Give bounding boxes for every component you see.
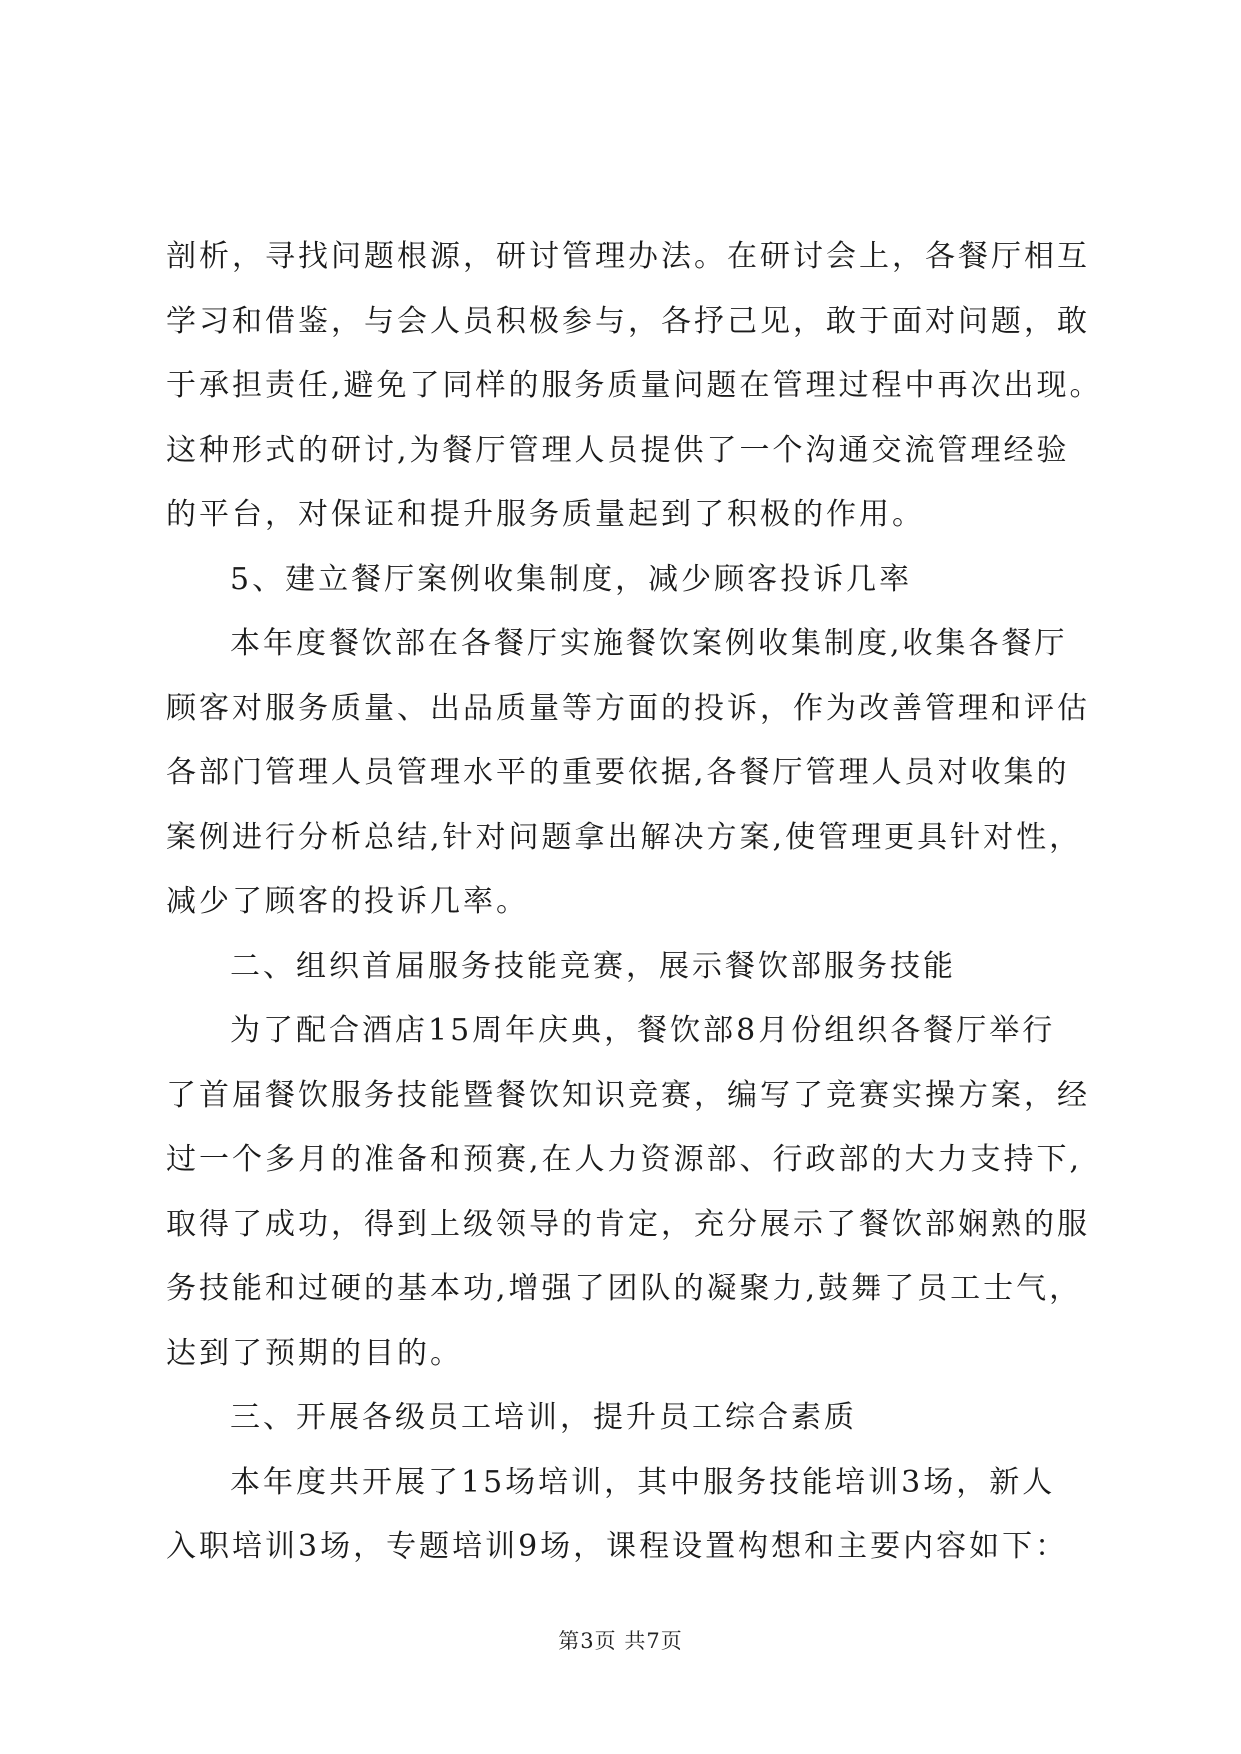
text-line: 务技能和过硬的基本功,增强了团队的凝聚力,鼓舞了员工士气， [166,1271,1083,1306]
text-line: 取得了成功，得到上级领导的肯定，充分展示了餐饮部娴熟的服 [166,1206,1090,1242]
text-line: 剖析，寻找问题根源，研讨管理办法。在研讨会上，各餐厅相互 [166,239,1090,274]
text-line: 达到了预期的目的。 [166,1335,463,1371]
text-line: 各部门管理人员管理水平的重要依据,各餐厅管理人员对收集的 [166,755,1070,790]
page-number-footer: 第3页 共7页 [558,1629,683,1653]
text-line: 了首届餐饮服务技能暨餐饮知识竞赛，编写了竞赛实操方案，经 [166,1077,1090,1113]
text-line: 案例进行分析总结,针对问题拿出解决方案,使管理更具针对性， [166,819,1083,855]
text-line: 过一个多月的准备和预赛,在人力资源部、行政部的大力支持下, [166,1142,1083,1177]
body-text [166,225,1103,1580]
text-line: 顾客对服务质量、出品质量等方面的投诉，作为改善管理和评估 [166,690,1090,726]
section-heading: 二、组织首届服务技能竞赛，展示餐饮部服务技能 [230,948,956,984]
text-line: 本年度共开展了15场培训，其中服务技能培训3场，新人 [230,1464,1056,1500]
text-line: 入职培训3场，专题培训9场，课程设置构想和主要内容如下： [166,1529,1069,1564]
text-line: 本年度餐饮部在各餐厅实施餐饮案例收集制度,收集各餐厅 [230,626,1068,661]
section-heading: 三、开展各级员工培训，提升员工综合素质 [230,1400,857,1435]
text-line: 于承担责任,避免了同样的服务质量问题在管理过程中再次出现。 [166,368,1103,403]
section-heading: 5、建立餐厅案例收集制度，减少顾客投诉几率 [230,561,913,597]
text-line: 这种形式的研讨,为餐厅管理人员提供了一个沟通交流管理经验 [166,432,1070,468]
text-line: 减少了顾客的投诉几率。 [166,884,529,919]
text-line: 的平台，对保证和提升服务质量起到了积极的作用。 [166,497,925,532]
text-line: 学习和借鉴，与会人员积极参与，各抒己见，敢于面对问题，敢 [166,303,1090,339]
text-line: 为了配合酒店15周年庆典，餐饮部8月份组织各餐厅举行 [230,1013,1056,1048]
